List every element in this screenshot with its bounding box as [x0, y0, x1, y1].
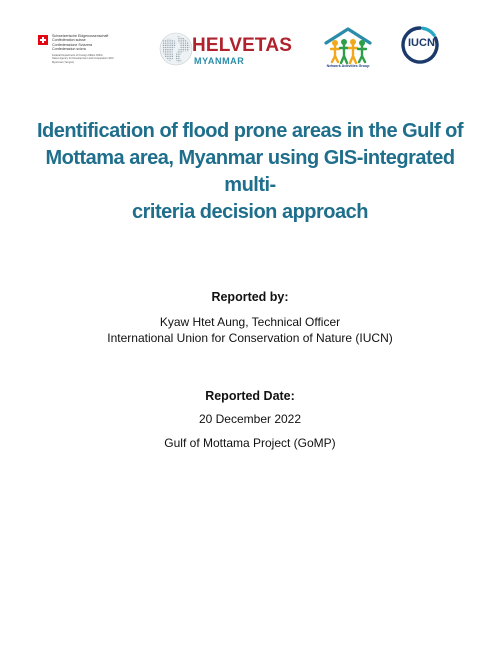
helvetas-wordmark: HELVETAS	[192, 35, 293, 56]
iucn-wordmark: IUCN	[408, 37, 435, 49]
title-line: Mottama area, Myanmar using GIS-integrated multi-	[45, 147, 455, 196]
swiss-line: Confédération suisse	[52, 38, 86, 43]
network-activities-group-logo	[318, 26, 378, 74]
helvetas-myanmar-logo	[158, 29, 298, 73]
swiss-small-line: Swiss Agency for Development and Cooperation SDC	[52, 57, 114, 61]
swiss-line: Confederazione Svizzera	[52, 42, 93, 47]
globe-icon	[158, 31, 194, 67]
document-title	[30, 118, 470, 226]
title-line: Identification of flood prone areas in the Gulf of	[36, 120, 464, 142]
swiss-line: Schweizerische Eidgenossenschaft	[52, 34, 109, 38]
reported-by-label: Reported by:	[211, 290, 289, 304]
reported-date-value: 20 December 2022	[198, 412, 302, 426]
logo-bar	[0, 0, 500, 80]
reported-by-section	[40, 290, 460, 346]
swiss-small-line: Myanmar (Yangon)	[52, 60, 75, 64]
title-line: criteria decision approach	[132, 201, 368, 223]
swiss-logo-text	[52, 34, 142, 64]
reported-date-label: Reported Date:	[205, 389, 295, 403]
reporter-name: Kyaw Htet Aung, Technical Officer	[159, 315, 341, 329]
swiss-line: Confederaziun svizra	[52, 46, 86, 51]
swiss-small-line: Federal Department of Foreign Affairs FDFA	[52, 54, 103, 58]
reporter-organization: International Union for Conservation of Nature (IUCN)	[107, 331, 393, 345]
nag-caption: Network Activities Group	[326, 64, 370, 68]
swiss-confederation-logo	[38, 34, 138, 68]
swiss-flag-icon	[38, 35, 48, 45]
nag-house-people-icon	[318, 26, 378, 66]
iucn-logo	[400, 25, 440, 65]
reported-date-section	[40, 389, 460, 450]
helvetas-country: MYANMAR	[194, 56, 245, 66]
project-name: Gulf of Mottama Project (GoMP)	[164, 436, 336, 450]
